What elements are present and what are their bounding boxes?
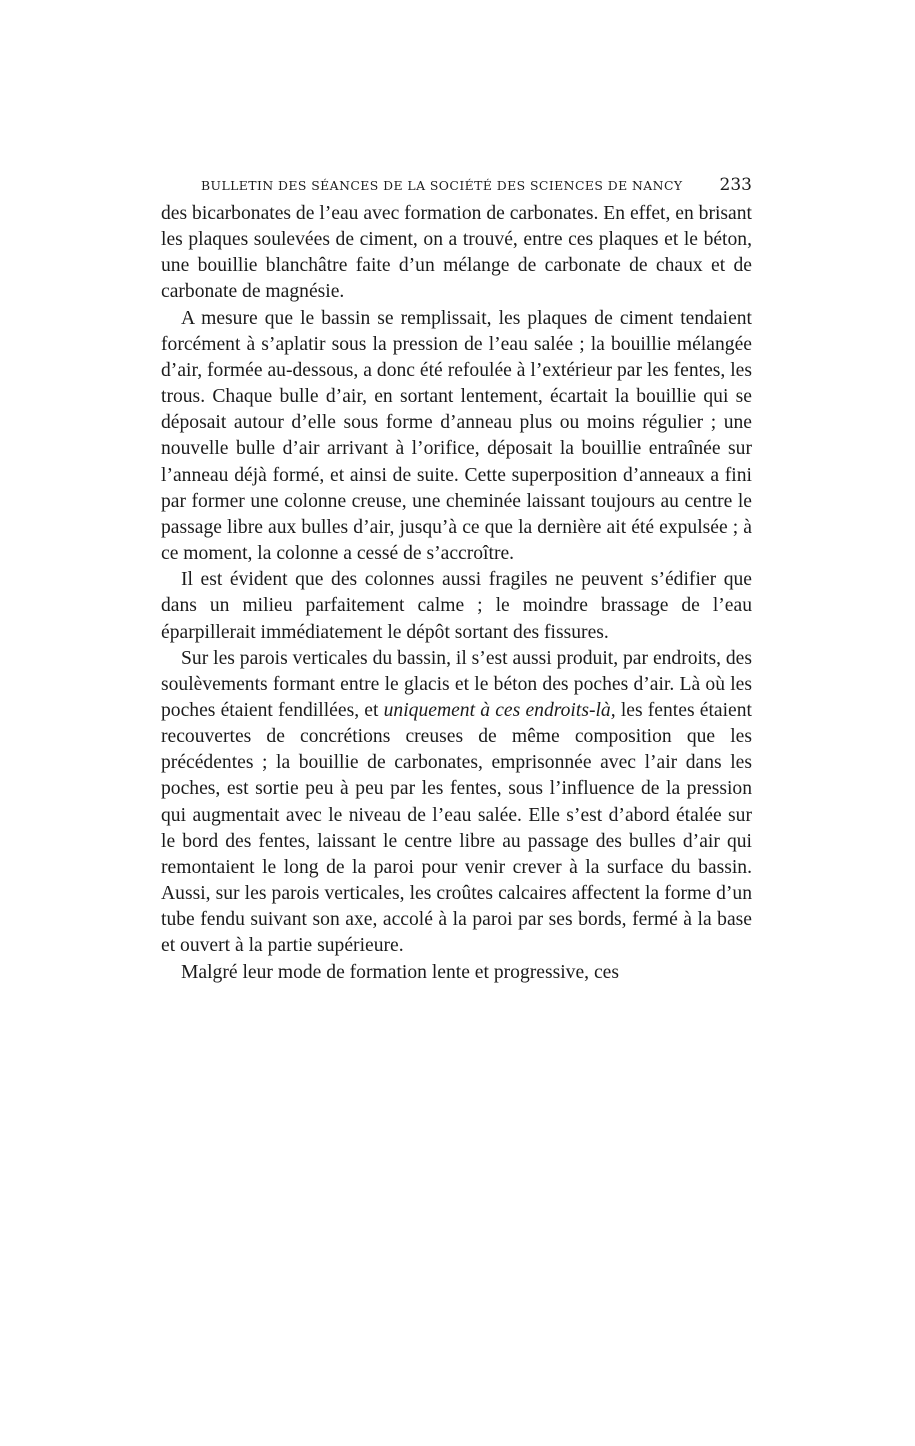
page-number: 233 (719, 175, 752, 195)
running-title: BULLETIN DES SÉANCES DE LA SOCIÉTÉ DES SCIENCES DE NANCY (201, 178, 683, 193)
vertical-walls-text-before: Sur les parois verticales du bassin, il s’est aussi produit, par endroits, des soulèvements formant entre le glacis et le béton des poches d’air. Là où les poches étaient fendillées, et (161, 647, 752, 721)
paragraph-columns-formation: A mesure que le bassin se remplissait, les plaques de ciment tendaient forcément à s’aplatir sous la pression de l’eau salée ; la bouillie mélangée d’air, formée au-dessous, a donc été refoulée à l’extérieur par les fentes, les trous. Chaque bulle d’air, en sortant lentement, écartait la bouillie qui se déposait autour d’elle sous forme d’anneau plus ou moins régulier ; une nouvelle bulle d’air arrivant à l’orifice, déposait la bouillie entraînée sur l’anneau déjà formé, et ainsi de suite. Cette superposition d’anneaux a fini par former une colonne creuse, une cheminée laissant toujours au centre le passage libre aux bulles d’air, jusqu’à ce que la dernière ait été expulsée ; à ce moment, la colonne a cessé de s’accroître. (161, 307, 752, 565)
vertical-walls-text-after: les fentes étaient recouvertes de concrétions creuses de même composition que les précédentes ; la bouillie de carbonates, emprisonnée avec l’air dans les poches, est sortie peu à peu par les fentes, sous l’influence de la pression qui augmentait avec le niveau de l’eau salée. Elle s’est d’abord étalée sur le bord des fentes, laissant le centre libre au passage des bulles d’air qui remontaient le long de la paroi pour venir crever à la surface du bassin. Aussi, sur les parois verticales, les croûtes calcaires affectent la forme d’un tube fendu suivant son axe, accolé à la paroi par ses bords, fermé à la base et ouvert à la partie supérieure. (161, 699, 752, 957)
running-head (201, 175, 752, 199)
paragraph-vertical-walls (161, 646, 752, 960)
paragraph-carbonates: des bicarbonates de l’eau avec formation de carbonates. En effet, en brisant les plaques soulevées de ciment, on a trouvé, entre ces plaques et le béton, une bouillie blanchâtre faite d’un mélange de carbonate de chaux et de carbonate de magnésie. (161, 203, 752, 303)
body-text (161, 201, 752, 986)
italic-emphasis: uniquement à ces endroits-là, (383, 699, 616, 721)
paragraph-calm-water: Il est évident que des colonnes aussi fragiles ne peuvent s’édifier que dans un milieu parfaitement calme ; le moindre brassage de l’eau éparpillerait immédiatement le dépôt sortant des fissures. (161, 569, 752, 643)
paragraph-continued: Malgré leur mode de formation lente et progressive, ces (181, 961, 619, 983)
